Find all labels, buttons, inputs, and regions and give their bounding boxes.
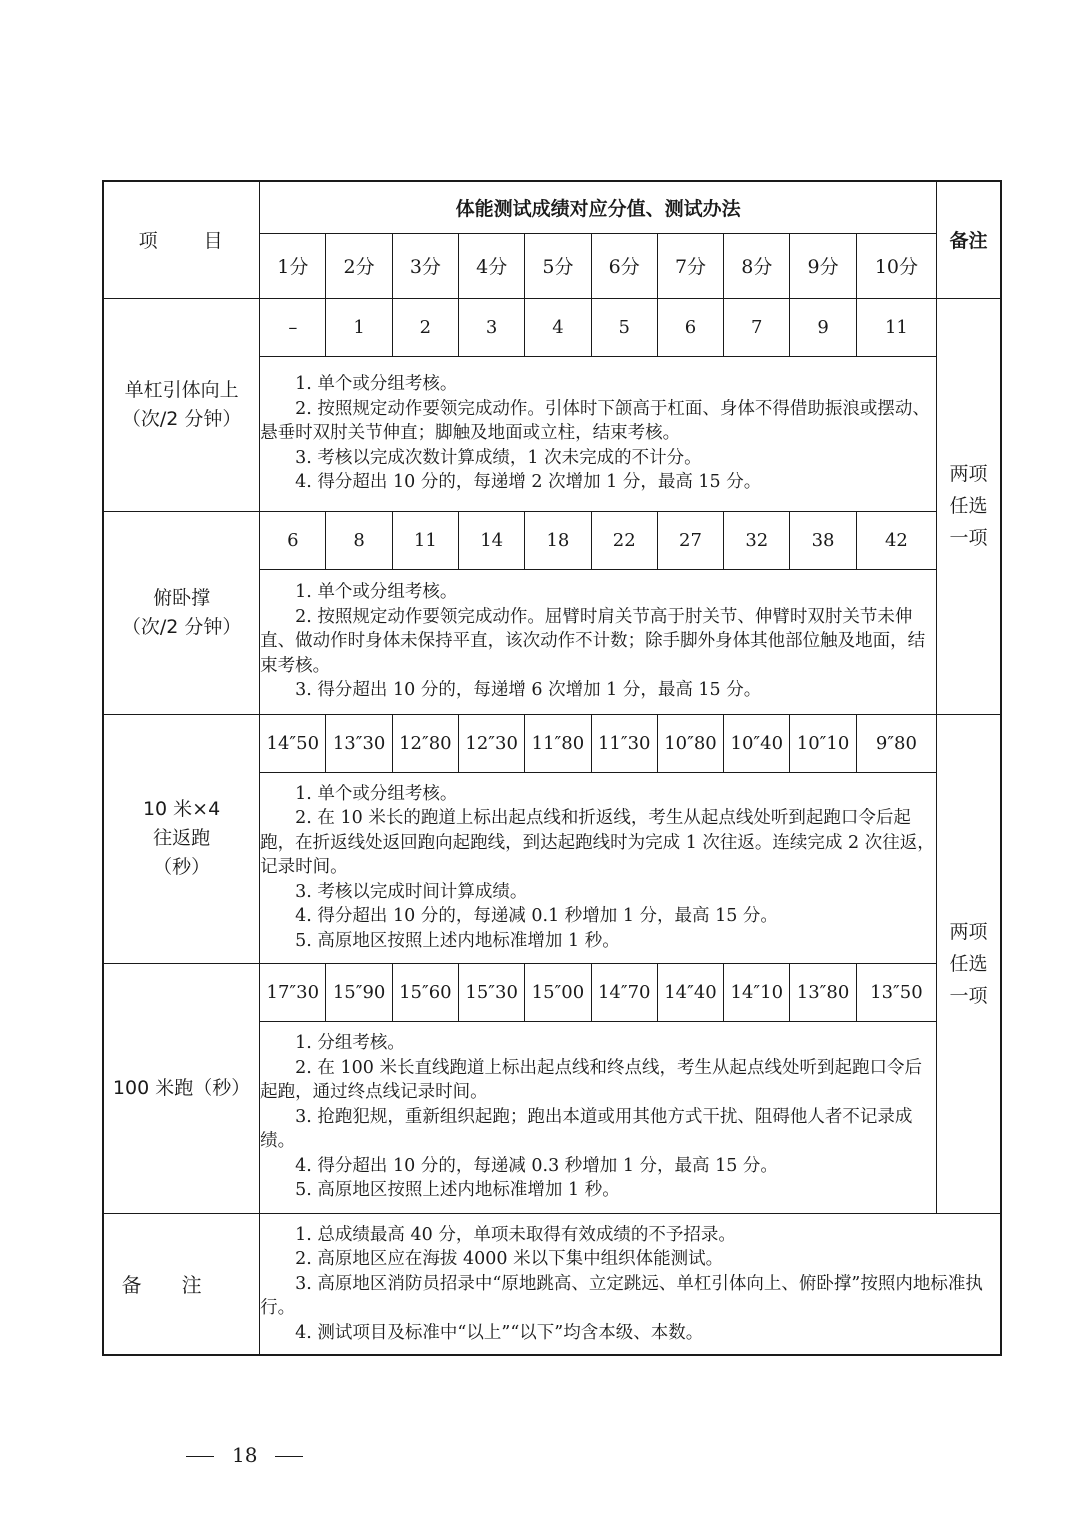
- note-line: 1. 总成绩最高 40 分，单项未取得有效成绩的不予招录。: [295, 1224, 736, 1245]
- footer-dash-left: [186, 1456, 214, 1457]
- score-header-2: 2分: [326, 233, 392, 298]
- method-line: 4. 得分超出 10 分的，每递增 2 次增加 1 分，最高 15 分。: [295, 472, 762, 493]
- score-table: [102, 180, 1002, 1356]
- score-header-10: 10分: [856, 233, 936, 298]
- score-header-6: 6分: [591, 233, 657, 298]
- method-pushup: [260, 569, 937, 714]
- method-line: 1. 单个或分组考核。: [295, 374, 458, 395]
- value-cell: 3: [459, 298, 525, 356]
- method-line: 5. 高原地区按照上述内地标准增加 1 秒。: [295, 1180, 620, 1201]
- method-line: 5. 高原地区按照上述内地标准增加 1 秒。: [295, 930, 620, 951]
- item-name-pushup: [103, 511, 260, 714]
- remarks-header: 备注: [937, 181, 1001, 298]
- remark-cell-choose-one: [937, 298, 1001, 714]
- value-cell: –: [260, 298, 326, 356]
- method-line: 2. 在 100 米长直线跑道上标出起点线和终点线，考生从起点线处听到起跑口令后起跑，通过终点线记录时间。: [260, 1057, 922, 1103]
- value-cell: 15″60: [392, 963, 458, 1021]
- item-name-line: 单杠引体向上: [124, 378, 239, 401]
- notes-label: 备注: [103, 1213, 260, 1355]
- item-name-pullup: [103, 298, 260, 511]
- score-header-8: 8分: [724, 233, 790, 298]
- note-line: 4. 测试项目及标准中“以上”“以下”均含本级、本数。: [295, 1322, 704, 1343]
- value-cell: 13″50: [856, 963, 936, 1021]
- score-header-7: 7分: [657, 233, 723, 298]
- table-row: [103, 298, 1001, 356]
- value-cell: 42: [856, 511, 936, 569]
- value-cell: 11: [392, 511, 458, 569]
- value-cell: 27: [657, 511, 723, 569]
- value-cell: 17″30: [260, 963, 326, 1021]
- item-name-shuttle-run: [103, 714, 260, 963]
- value-cell: 15″00: [525, 963, 591, 1021]
- value-cell: 6: [260, 511, 326, 569]
- value-cell: 11″30: [591, 714, 657, 772]
- item-name-line: 100 米跑（秒）: [112, 1076, 251, 1099]
- method-line: 2. 在 10 米长的跑道上标出起点线和折返线，考生从起点线处听到起跑口令后起跑，在折返线处返回跑向起跑线，到达起跑线时为完成 1 次往返。连续完成 2 次往返，记录时间。: [260, 808, 935, 878]
- value-cell: 13″30: [326, 714, 392, 772]
- value-cell: 5: [591, 298, 657, 356]
- remark-line: 一项: [949, 984, 988, 1007]
- method-line: 1. 单个或分组考核。: [295, 582, 458, 603]
- item-name-line: 10 米×4: [142, 798, 221, 820]
- page-footer: [168, 1443, 321, 1467]
- score-method-header: 体能测试成绩对应分值、测试办法: [260, 181, 937, 233]
- value-cell: 1: [326, 298, 392, 356]
- method-100m: [260, 1021, 937, 1213]
- method-shuttle-run: [260, 772, 937, 963]
- item-name-line: 往返跑: [153, 827, 211, 849]
- value-cell: 12″30: [459, 714, 525, 772]
- method-pullup: [260, 356, 937, 511]
- method-line: 1. 单个或分组考核。: [295, 783, 458, 804]
- item-name-line: （次/2 分钟）: [121, 407, 242, 430]
- value-cell: 11: [856, 298, 936, 356]
- method-line: 1. 分组考核。: [295, 1033, 405, 1054]
- method-line: 3. 考核以完成时间计算成绩。: [295, 881, 528, 902]
- method-line: 4. 得分超出 10 分的，每递减 0.1 秒增加 1 分，最高 15 分。: [295, 906, 778, 927]
- remark-cell-choose-one: [937, 714, 1001, 1213]
- notes-content: [260, 1213, 1001, 1355]
- value-cell: 38: [790, 511, 856, 569]
- remark-line: 任选: [949, 495, 988, 517]
- score-header-4: 4分: [459, 233, 525, 298]
- method-line: 3. 得分超出 10 分的，每递增 6 次增加 1 分，最高 15 分。: [295, 680, 762, 701]
- score-header-9: 9分: [790, 233, 856, 298]
- value-cell: 11″80: [525, 714, 591, 772]
- value-cell: 14″40: [657, 963, 723, 1021]
- item-name-line: （秒）: [153, 856, 211, 878]
- remark-line: 一项: [949, 527, 988, 549]
- remark-line: 两项: [949, 463, 988, 485]
- value-cell: 9″80: [856, 714, 936, 772]
- value-cell: 10″80: [657, 714, 723, 772]
- remark-line: 任选: [949, 952, 988, 975]
- method-line: 4. 得分超出 10 分的，每递减 0.3 秒增加 1 分，最高 15 分。: [295, 1155, 778, 1176]
- value-cell: 2: [392, 298, 458, 356]
- value-cell: 14: [459, 511, 525, 569]
- value-cell: 12″80: [392, 714, 458, 772]
- table-row: [103, 714, 1001, 772]
- item-name-line: 俯卧撑: [153, 586, 211, 609]
- remark-line: 两项: [949, 920, 988, 943]
- score-header-5: 5分: [525, 233, 591, 298]
- value-cell: 10″40: [724, 714, 790, 772]
- method-line: 2. 按照规定动作要领完成动作。屈臂时肩关节高于肘关节、伸臂时双肘关节未伸直、做动作时身体未保持平直，该次动作不计数；除手脚外身体其他部位触及地面，结束考核。: [260, 606, 926, 676]
- method-line: 3. 考核以完成次数计算成绩，1 次未完成的不计分。: [295, 447, 702, 468]
- table-row: [103, 963, 1001, 1021]
- method-line: 2. 按照规定动作要领完成动作。引体时下颌高于杠面、身体不得借助振浪或摆动、悬垂时双肘关节伸直；脚触及地面或立柱，结束考核。: [260, 398, 930, 444]
- value-cell: 6: [657, 298, 723, 356]
- value-cell: 4: [525, 298, 591, 356]
- score-header-3: 3分: [392, 233, 458, 298]
- value-cell: 22: [591, 511, 657, 569]
- value-cell: 18: [525, 511, 591, 569]
- note-line: 3. 高原地区消防员招录中“原地跳高、立定跳远、单杠引体向上、俯卧撑”按照内地标准执行。: [260, 1273, 983, 1318]
- score-header-1: 1分: [260, 233, 326, 298]
- value-cell: 8: [326, 511, 392, 569]
- value-cell: 13″80: [790, 963, 856, 1021]
- value-cell: 15″90: [326, 963, 392, 1021]
- value-cell: 14″10: [724, 963, 790, 1021]
- footer-dash-right: [275, 1456, 303, 1457]
- item-header-label: 项 目: [138, 230, 225, 253]
- item-name-line: （次/2 分钟）: [121, 615, 242, 638]
- table-row: [103, 511, 1001, 569]
- value-cell: 7: [724, 298, 790, 356]
- note-line: 2. 高原地区应在海拔 4000 米以下集中组织体能测试。: [295, 1249, 724, 1269]
- value-cell: 9: [790, 298, 856, 356]
- value-cell: 32: [724, 511, 790, 569]
- item-name-100m: [103, 963, 260, 1213]
- value-cell: 10″10: [790, 714, 856, 772]
- value-cell: 15″30: [459, 963, 525, 1021]
- value-cell: 14″70: [591, 963, 657, 1021]
- method-line: 3. 抢跑犯规，重新组织起跑；跑出本道或用其他方式干扰、阻碍他人者不记录成绩。: [260, 1106, 913, 1152]
- notes-row: [103, 1213, 1001, 1355]
- item-header: [103, 181, 260, 298]
- value-cell: 14″50: [260, 714, 326, 772]
- page-number: 18: [232, 1443, 258, 1467]
